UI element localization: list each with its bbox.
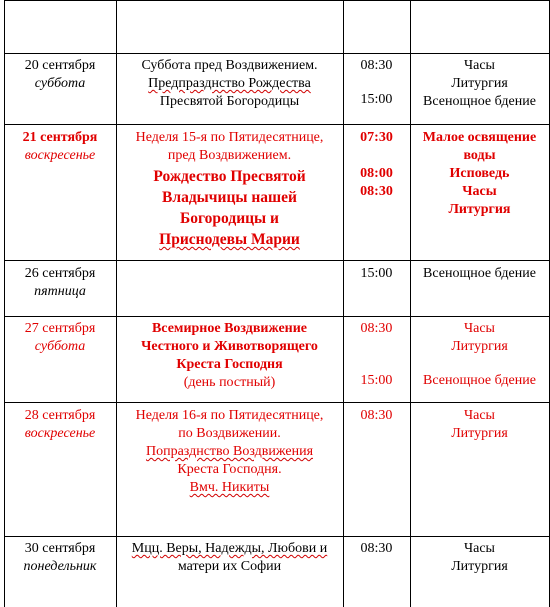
time: 15:00 [360, 92, 393, 107]
event-line: Неделя 15-я по Пятидесятнице, [135, 130, 324, 145]
feast-title [116, 166, 343, 250]
event-line: Мцц. Веры, Надежды, Любови и [131, 541, 328, 556]
table-border [4, 124, 550, 125]
event-line: Всемирное Воздвижение [151, 321, 308, 336]
event-cell [116, 129, 343, 250]
service: Всенощное бдение [423, 266, 536, 281]
event-line: Суббота пред Воздвижением. [141, 58, 318, 73]
event-line: Креста Господня. [177, 462, 282, 477]
date: 20 сентября [24, 58, 96, 73]
service: Литургия [451, 559, 508, 574]
date-cell [4, 407, 116, 443]
feast-line: Рождество Пресвятой [153, 168, 306, 185]
service: Всенощное бдение [423, 94, 536, 109]
service: Литургия [451, 426, 508, 441]
event-cell [116, 540, 343, 576]
table-border [4, 53, 550, 54]
service: Часы [464, 541, 495, 556]
service: Часы [464, 58, 495, 73]
time: 08:30 [360, 58, 393, 73]
services-cell [410, 320, 549, 356]
service: Часы [464, 321, 495, 336]
date: 26 сентября [24, 266, 96, 281]
service: Исповедь [449, 166, 510, 181]
event-line: Честного и Животворящего [141, 339, 318, 354]
event-cell [116, 57, 343, 111]
weekday: воскресенье [24, 426, 96, 441]
event-line: по Воздвижении. [178, 426, 281, 441]
service: Литургия [448, 202, 511, 217]
service: Часы [464, 408, 495, 423]
service: Литургия [451, 76, 508, 91]
date-cell [4, 265, 116, 301]
event-line: (день постный) [183, 375, 276, 390]
service: Часы [462, 184, 497, 199]
table-border [4, 260, 550, 261]
service: Литургия [451, 339, 508, 354]
event-line: матери их Софии [177, 559, 282, 574]
date: 27 сентября [24, 321, 96, 336]
weekday: суббота [34, 76, 86, 91]
weekday: воскресенье [24, 148, 96, 163]
weekday: суббота [34, 339, 86, 354]
feast-line: Богородицы и [180, 210, 279, 227]
time: 08:30 [360, 541, 393, 556]
services-cell [410, 407, 549, 443]
services-cell [410, 129, 549, 219]
date-cell [4, 320, 116, 356]
weekday: понедельник [23, 559, 97, 574]
service: Всенощное бдение [423, 373, 536, 388]
event-line: Попразднство Воздвижения [145, 444, 314, 459]
time: 15:00 [360, 266, 393, 281]
event-line: Креста Господня [176, 357, 283, 372]
feast-line: Приснодевы Марии [159, 231, 300, 248]
time: 07:30 [360, 130, 393, 145]
services-cell [410, 540, 549, 576]
event-line: Вмч. Никиты [189, 480, 270, 495]
time: 08:00 [360, 166, 393, 181]
event-cell [116, 320, 343, 392]
table-border [4, 536, 550, 537]
table-border [4, 316, 550, 317]
event-cell [116, 407, 343, 497]
date-cell [4, 57, 116, 93]
table-border [4, 0, 550, 1]
date-cell [4, 129, 116, 165]
time: 08:30 [360, 408, 393, 423]
service: воды [463, 148, 496, 163]
event-line: Неделя 16-я по Пятидесятнице, [135, 408, 324, 423]
event-line: пред Воздвижением. [167, 148, 292, 163]
table-border [4, 402, 550, 403]
date-cell [4, 540, 116, 576]
weekday: пятница [34, 284, 86, 299]
date: 30 сентября [24, 541, 96, 556]
event-line: Предпразднство Рождества [148, 76, 311, 91]
date: 28 сентября [24, 408, 96, 423]
feast-line: Владычицы нашей [162, 189, 297, 206]
service: Малое освящение [422, 130, 537, 145]
time: 15:00 [360, 373, 393, 388]
time: 08:30 [360, 321, 393, 336]
date: 21 сентября [22, 130, 98, 145]
event-line: Пресвятой Богородицы [159, 94, 300, 109]
services-cell [410, 57, 549, 111]
time: 08:30 [360, 184, 393, 199]
